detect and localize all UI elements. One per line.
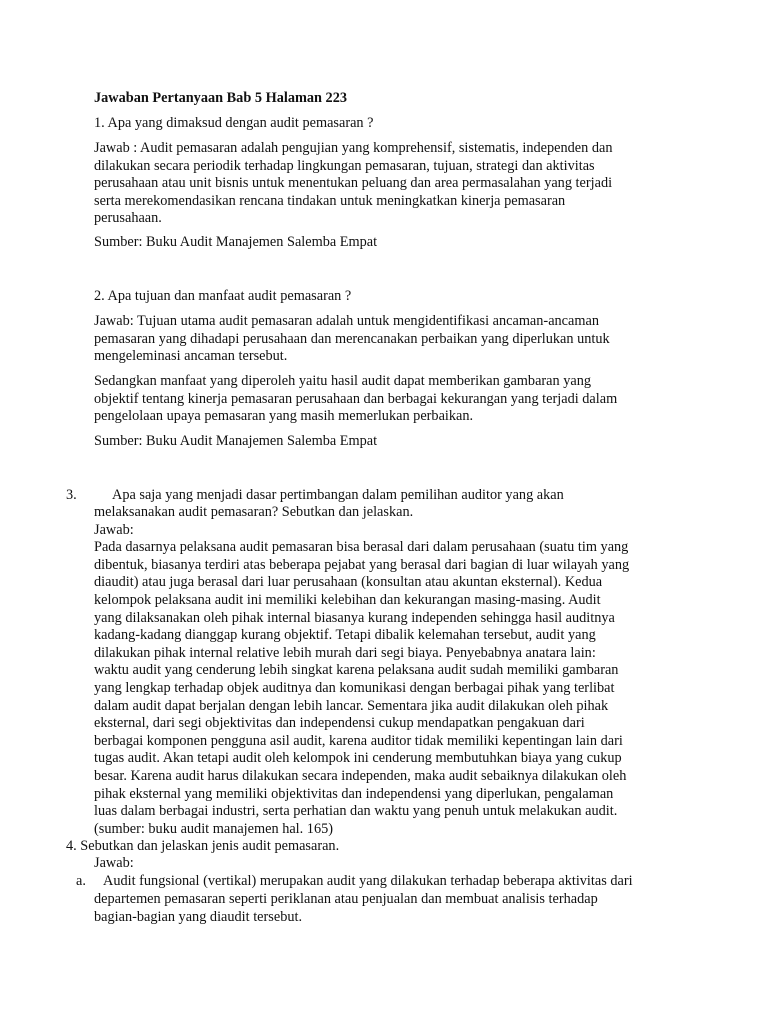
source-1: Sumber: Buku Audit Manajemen Salemba Empat xyxy=(94,234,378,250)
answer-3-line: dilakukan pihak internal relative lebih murah dari segi biaya. Penyebabnya anatara lain: xyxy=(94,644,596,661)
answer-1-line: perusahaan atau unit bisnis untuk menentukan peluang dan area permasalahan yang terjadi xyxy=(94,175,613,192)
benefit-2-line: Sedangkan manfaat yang diperoleh yaitu hasil audit dapat memberikan gambaran yang xyxy=(94,373,592,389)
answer-3-line: luas dalam berbagai industri, serta perhatian dan waktu yang penuh untuk melakukan audit. xyxy=(94,803,618,820)
question-2: 2. Apa tujuan dan manfaat audit pemasaran ? xyxy=(94,288,352,304)
answer-3-line: kelompok pelaksana audit ini memiliki kelebihan dan kekurangan masing-masing. Audit xyxy=(94,591,601,608)
answer-4-label: Jawab: xyxy=(94,855,134,871)
list-item-a-line: departemen pemasaran seperti periklanan atau penjualan dan membuat analisis terhadap xyxy=(94,891,598,907)
answer-1 xyxy=(94,140,613,228)
answer-1-line: Jawab : Audit pemasaran adalah pengujian yang komprehensif, sistematis, independen dan xyxy=(94,140,613,156)
answer-3-line: besar. Karena audit harus dilakukan secara independen, maka audit sebaiknya dilakukan oleh xyxy=(94,767,627,784)
benefit-2-line: objektif tentang kinerja pemasaran perusahaan dan berbagai kekurangan yang terjadi dalam xyxy=(94,390,618,407)
benefit-2-line: pengelolaan upaya pemasaran yang masih memerlukan perbaikan. xyxy=(94,408,474,425)
answer-3-line: diaudit) atau juga berasal dari luar perusahaan (konsultan atau akuntan eksternal). Kedua xyxy=(94,574,603,591)
source-2: Sumber: Buku Audit Manajemen Salemba Empat xyxy=(94,433,378,449)
benefit-2 xyxy=(94,373,617,426)
answer-3-line: dibentuk, biasanya terdiri atas beberapa pejabat yang berasal dari bagian di luar wilayah yang xyxy=(94,556,630,573)
answer-2-line: Jawab: Tujuan utama audit pemasaran adalah untuk mengidentifikasi ancaman-ancaman xyxy=(94,313,599,329)
answer-1-line: perusahaan. xyxy=(94,210,162,227)
answer-3-line: tugas audit. Akan tetapi audit oleh kelompok ini cenderung membutuhkan biaya yang cukup xyxy=(94,750,622,767)
question-4: 4. Sebutkan dan jelaskan jenis audit pemasaran. xyxy=(66,838,340,854)
answer-3-line: dalam audit dapat berjalan dengan lebih lancar. Sementara jika audit dilakukan oleh pihak xyxy=(94,697,609,714)
list-item-a-rest xyxy=(94,891,598,926)
answer-2 xyxy=(94,313,610,366)
answer-3-line: kadang-kadang dianggap kurang objektif. Tetapi dibalik kelemahan tersebut, audit yang xyxy=(94,627,596,644)
answer-1-line: serta merekomendasikan rencana tindakan untuk meningkatkan kinerja pemasaran xyxy=(94,192,566,209)
answer-3-line: Jawab: xyxy=(94,521,134,538)
answer-3-line: melaksanakan audit pemasaran? Sebutkan dan jelaskan. xyxy=(94,504,414,520)
answer-2-line: mengeleminasi ancaman tersebut. xyxy=(94,348,288,365)
answer-3-line: (sumber: buku audit manajemen hal. 165) xyxy=(94,820,334,837)
page-title: Jawaban Pertanyaan Bab 5 Halaman 223 xyxy=(94,90,348,106)
answer-2-line: pemasaran yang dihadapi perusahaan dan merencanakan perbaikan yang diperlukan untuk xyxy=(94,330,610,347)
answer-3-line: Pada dasarnya pelaksana audit pemasaran bisa berasal dari dalam perusahaan (suatu tim yang xyxy=(94,539,629,556)
question-3-number: 3. xyxy=(66,487,77,503)
answer-3-line: yang dilaksanakan oleh pihak internal biasanya kurang independen sehingga hasil auditnya xyxy=(94,609,615,626)
question-3-first-line: Apa saja yang menjadi dasar pertimbangan dalam pemilihan auditor yang akan xyxy=(112,487,564,503)
list-item-a-line: bagian-bagian yang diaudit tersebut. xyxy=(94,908,303,925)
answer-3-line: pihak eksternal yang memiliki objektivitas dan independensi yang diperlukan, pengalaman xyxy=(94,785,614,802)
question-1: 1. Apa yang dimaksud dengan audit pemasaran ? xyxy=(94,115,374,131)
answer-3-line: eksternal, dari segi objektivitas dan independensi cukup mendapatkan pengakuan dari xyxy=(94,715,585,732)
answer-3 xyxy=(94,504,629,838)
answer-3-line: yang lengkap terhadap objek auditnya dan komunikasi dengan berbagai pihak yang terlibat xyxy=(94,679,615,696)
answer-3-line: berbagai komponen pengguna asil audit, karena auditor tidak memiliki kepentingan lain dari xyxy=(94,732,623,749)
answer-1-line: dilakukan secara periodik terhadap lingkungan pemasaran, tujuan, strategi dan aktivitas xyxy=(94,157,595,174)
answer-3-line: waktu audit yang cenderung lebih singkat karena pelaksana audit sudah memiliki gambaran xyxy=(94,662,619,679)
list-marker-a: a. xyxy=(76,873,86,889)
list-item-a-first: Audit fungsional (vertikal) merupakan audit yang dilakukan terhadap beberapa aktivitas dari xyxy=(103,873,633,889)
